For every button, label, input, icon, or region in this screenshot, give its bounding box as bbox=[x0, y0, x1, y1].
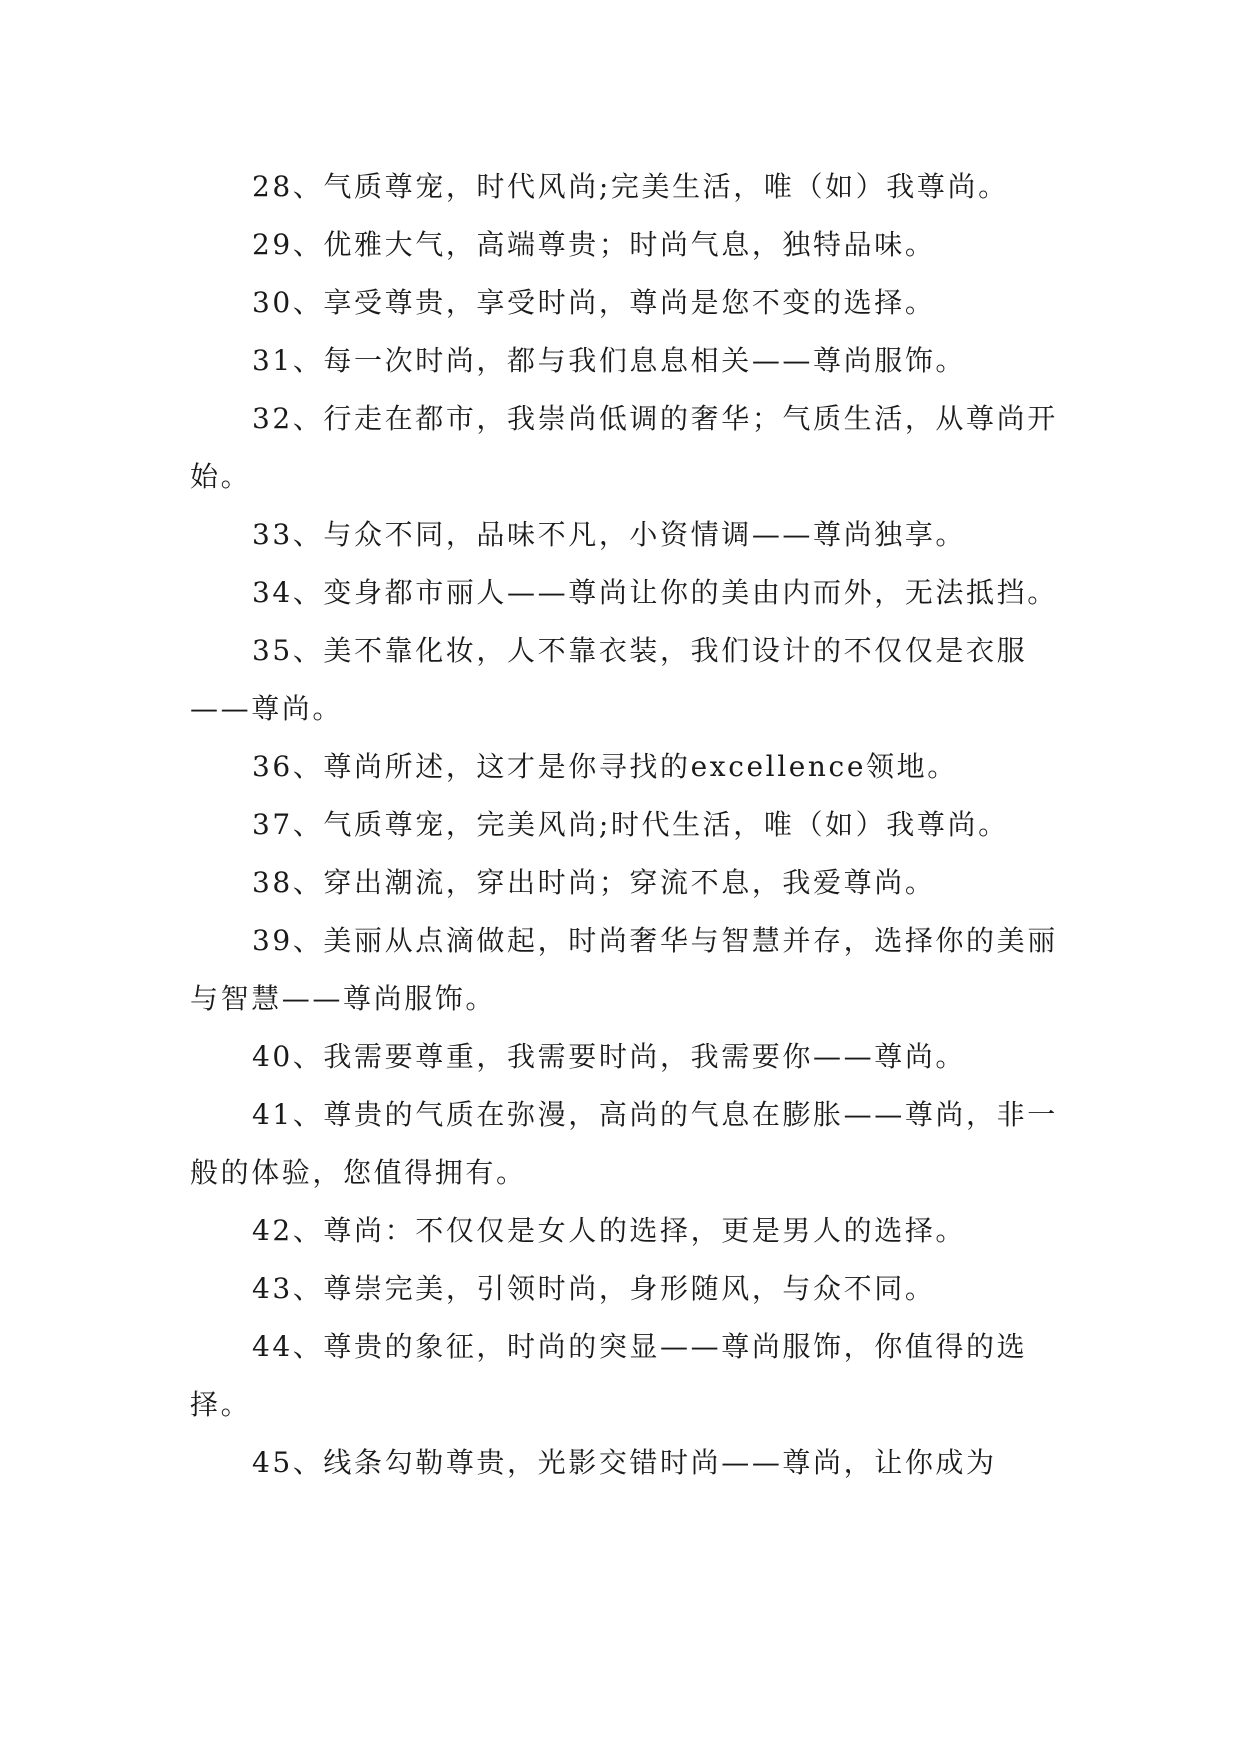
paragraph-43: 43、尊崇完美，引领时尚，身形随风，与众不同。 bbox=[252, 1272, 936, 1305]
paragraph-29: 29、优雅大气，高端尊贵；时尚气息，独特品味。 bbox=[252, 228, 936, 261]
paragraph-40: 40、我需要尊重，我需要时尚，我需要你——尊尚。 bbox=[252, 1040, 967, 1073]
paragraph-30: 30、享受尊贵，享受时尚，尊尚是您不变的选择。 bbox=[252, 286, 936, 319]
paragraph-31: 31、每一次时尚，都与我们息息相关——尊尚服饰。 bbox=[252, 344, 967, 377]
paragraph-39: 39、美丽从点滴做起，时尚奢华与智慧并存，选择你的美丽与智慧——尊尚服饰。 bbox=[190, 924, 1058, 1015]
paragraph-44: 44、尊贵的象征，时尚的突显——尊尚服饰，你值得的选择。 bbox=[190, 1330, 1028, 1421]
paragraph-32: 32、行走在都市，我崇尚低调的奢华；气质生活，从尊尚开始。 bbox=[190, 402, 1058, 493]
paragraph-42: 42、尊尚：不仅仅是女人的选择，更是男人的选择。 bbox=[252, 1214, 967, 1247]
document-body bbox=[190, 158, 1070, 1492]
paragraph-37: 37、气质尊宠，完美风尚;时代生活，唯（如）我尊尚。 bbox=[252, 808, 1009, 841]
paragraph-36: 36、尊尚所述，这才是你寻找的excellence领地。 bbox=[252, 750, 958, 783]
paragraph-35: 35、美不靠化妆，人不靠衣装，我们设计的不仅仅是衣服——尊尚。 bbox=[190, 634, 1028, 725]
paragraph-34: 34、变身都市丽人——尊尚让你的美由内而外，无法抵挡。 bbox=[252, 576, 1058, 609]
paragraph-28: 28、气质尊宠，时代风尚;完美生活，唯（如）我尊尚。 bbox=[252, 170, 1009, 203]
paragraph-33: 33、与众不同，品味不凡，小资情调——尊尚独享。 bbox=[252, 518, 967, 551]
paragraph-41: 41、尊贵的气质在弥漫，高尚的气息在膨胀——尊尚，非一般的体验，您值得拥有。 bbox=[190, 1098, 1058, 1189]
paragraph-45: 45、线条勾勒尊贵，光影交错时尚——尊尚，让你成为 bbox=[252, 1446, 997, 1479]
paragraph-38: 38、穿出潮流，穿出时尚；穿流不息，我爱尊尚。 bbox=[252, 866, 936, 899]
